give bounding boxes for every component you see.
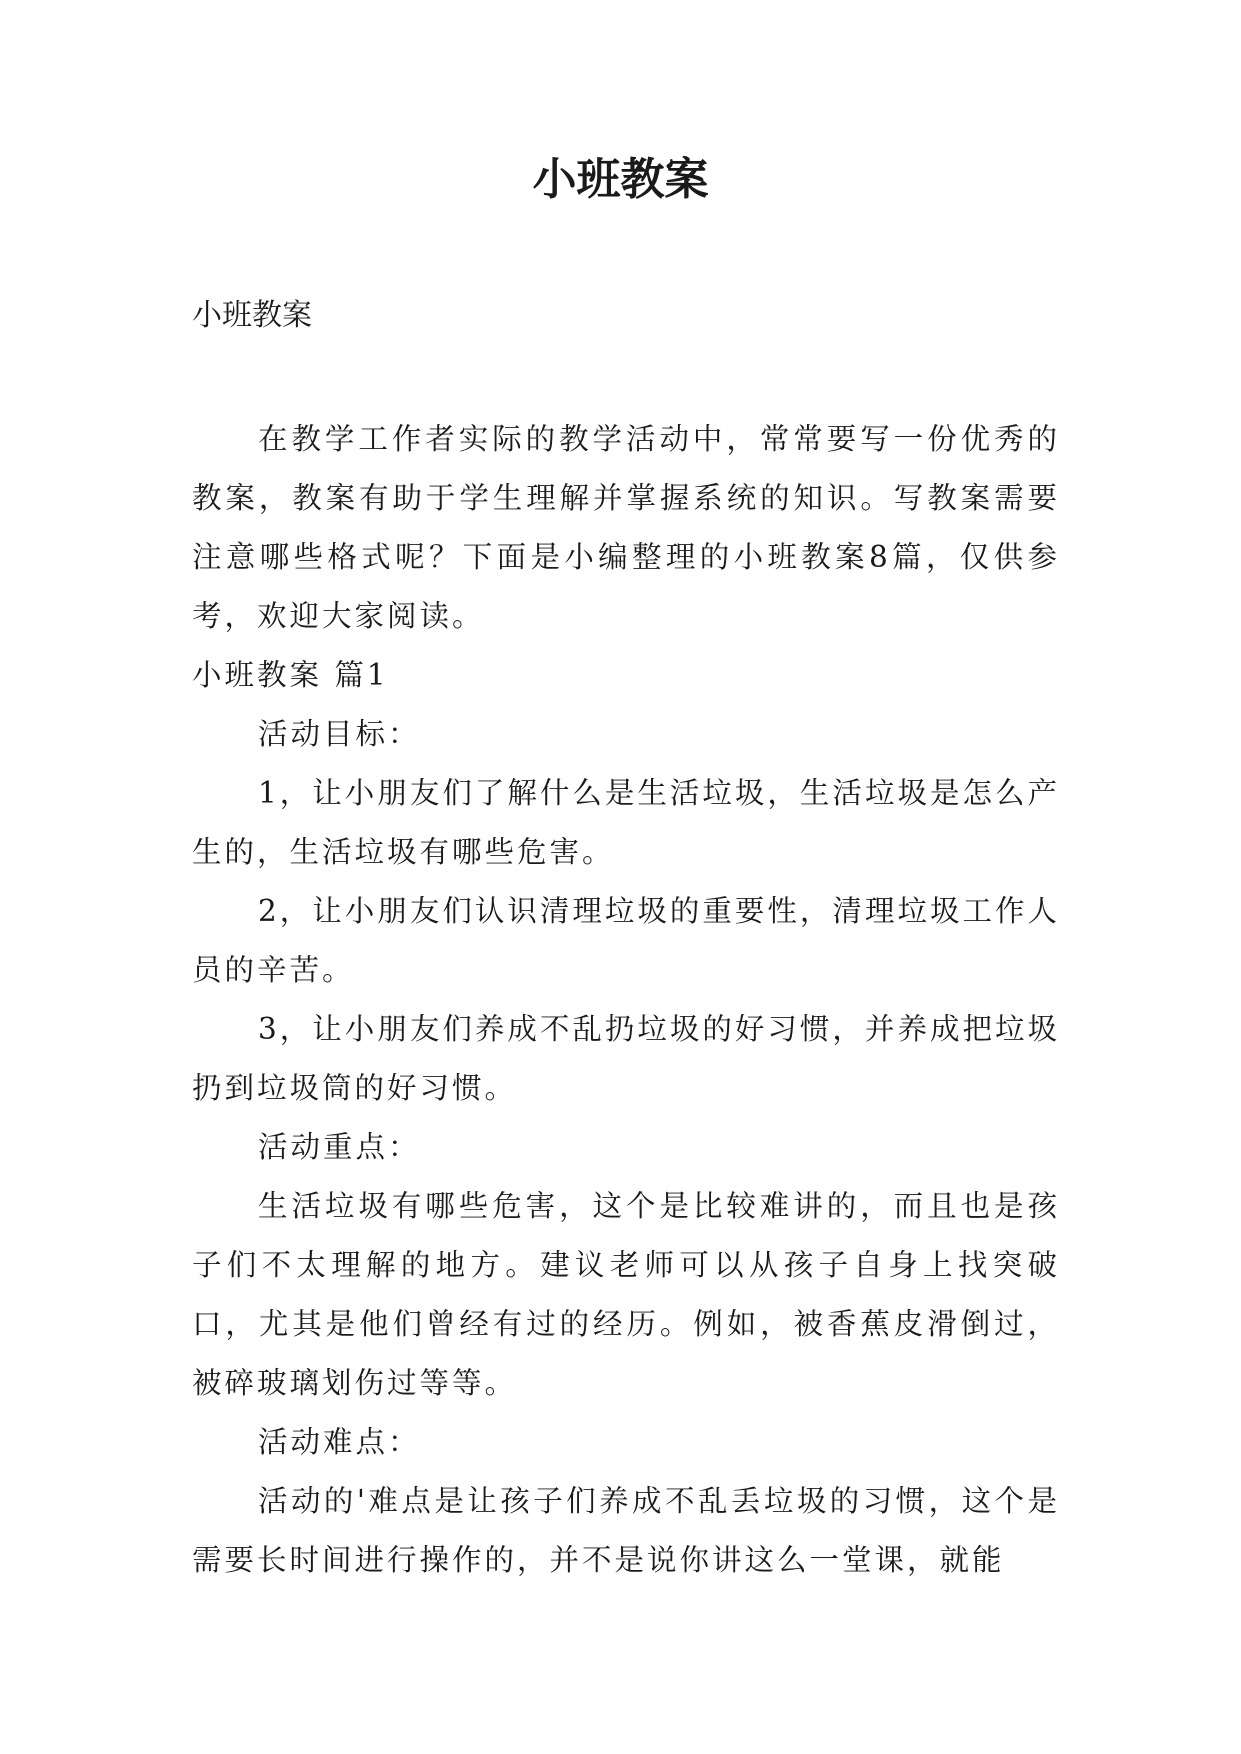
document-subtitle: 小班教案 bbox=[192, 298, 312, 333]
intro-paragraph: 在教学工作者实际的教学活动中，常常要写一份优秀的教案，教案有助于学生理解并掌握系统的知识。写教案需要注意哪些格式呢？下面是小编整理的小班教案8篇，仅供参考，欢迎大家阅读。 bbox=[192, 422, 1060, 633]
goal-item-2: 2，让小朋友们认识清理垃圾的重要性，清理垃圾工作人员的辛苦。 bbox=[192, 894, 1060, 987]
goal-item-1: 1，让小朋友们了解什么是生活垃圾，生活垃圾是怎么产生的，生活垃圾有哪些危害。 bbox=[192, 776, 1060, 869]
section-heading: 小班教案 篇1 bbox=[192, 658, 389, 692]
document-title: 小班教案 bbox=[532, 154, 709, 205]
activity-focus-paragraph: 生活垃圾有哪些危害，这个是比较难讲的，而且也是孩子们不太理解的地方。建议老师可以从孩子自身上找突破口，尤其是他们曾经有过的经历。例如，被香蕉皮滑倒过，被碎玻璃划伤过等等。 bbox=[192, 1189, 1060, 1400]
goal-item-3: 3，让小朋友们养成不乱扔垃圾的好习惯，并养成把垃圾扔到垃圾筒的好习惯。 bbox=[192, 1012, 1060, 1105]
activity-goals-heading: 活动目标： bbox=[258, 717, 421, 751]
document-body bbox=[192, 410, 1060, 1590]
activity-focus-heading: 活动重点： bbox=[258, 1130, 421, 1164]
activity-difficulty-paragraph: 活动的'难点是让孩子们养成不乱丢垃圾的习惯，这个是需要长时间进行操作的，并不是说你讲这么一堂课，就能 bbox=[192, 1484, 1060, 1577]
activity-difficulty-heading: 活动难点： bbox=[258, 1425, 421, 1459]
